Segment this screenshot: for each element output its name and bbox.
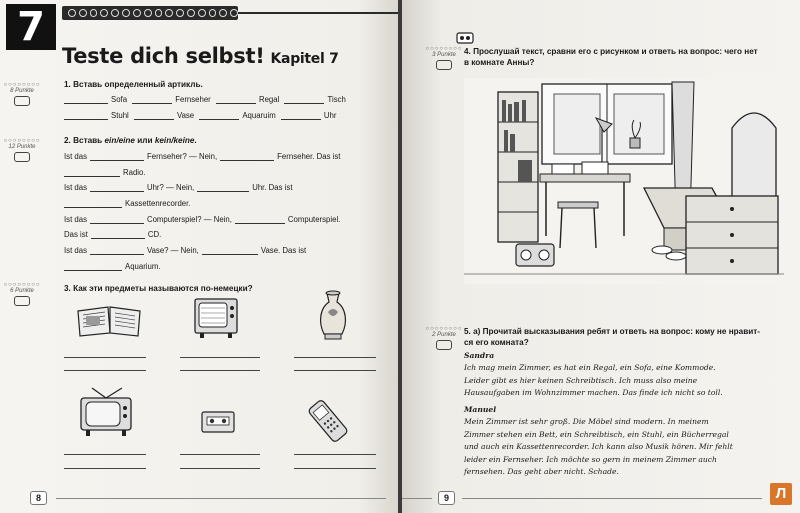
article-blank[interactable]: [216, 96, 256, 104]
score-box[interactable]: [436, 340, 452, 350]
answer-line[interactable]: [64, 454, 146, 455]
answer-line[interactable]: [294, 454, 376, 455]
phone-icon: [306, 398, 350, 444]
task5-title: 5. а) Прочитай высказывания ребят и ответь на вопрос: кому не нравит- ся его комната?: [464, 327, 760, 347]
article-blank[interactable]: [64, 96, 108, 104]
answer-blank[interactable]: [197, 184, 249, 192]
speaker-name: Sandra: [464, 351, 495, 360]
title-text: Teste dich selbst!: [62, 44, 265, 68]
article-blank[interactable]: [199, 112, 239, 120]
answer-line[interactable]: [180, 454, 260, 455]
answer-blank[interactable]: [64, 200, 122, 208]
score-box[interactable]: [14, 296, 30, 306]
header-rule: [238, 12, 398, 14]
points-label: 2 Punkte: [432, 332, 456, 338]
points-label: 3 Punkte: [432, 52, 456, 58]
answer-line[interactable]: [294, 468, 376, 469]
task2-line: Radio.: [64, 168, 146, 177]
answer-blank[interactable]: [202, 247, 258, 255]
answer-blank[interactable]: [90, 153, 144, 161]
task2-line: Ist das Fernseher? — Nein, Fernseher. Das ist: [64, 152, 341, 161]
task1-row1: Sofa Fernseher Regal Tisch: [64, 95, 346, 104]
footer-rule: [56, 498, 386, 499]
room-illustration: [464, 78, 784, 284]
task2-line: Kassettenrecorder.: [64, 199, 190, 208]
audio-cassette-icon: [456, 32, 474, 44]
article-blank[interactable]: [132, 96, 172, 104]
answer-blank[interactable]: [90, 184, 144, 192]
answer-line[interactable]: [180, 357, 260, 358]
task3-title: 3. Как эти предметы называются по-немецки?: [64, 284, 253, 293]
vase-icon: [316, 290, 350, 342]
points-marker-task1: ○○○○○○○○ 8 Punkte: [2, 82, 42, 106]
chapter-progress-strip: [62, 6, 238, 20]
points-marker-task4: ○○○○○○○○ 3 Punkte: [424, 46, 464, 70]
speaker-name: Manuel: [464, 405, 497, 414]
title-chapter: Kapitel 7: [270, 51, 339, 67]
cassette-icon: [200, 410, 236, 434]
answer-blank[interactable]: [91, 231, 145, 239]
points-label: 12 Punkte: [8, 144, 36, 150]
page-title: [62, 44, 339, 68]
tv-icon: [192, 296, 240, 340]
task2-line: Aquarium.: [64, 262, 161, 271]
article-blank[interactable]: [134, 112, 174, 120]
answer-line[interactable]: [294, 370, 376, 371]
points-label: 6 Punkte: [10, 288, 34, 294]
book-icon: [74, 303, 146, 339]
page-number: 9: [438, 491, 455, 505]
publisher-logo: Л: [770, 483, 792, 505]
answer-line[interactable]: [180, 370, 260, 371]
footer-rule: [462, 498, 762, 499]
answer-blank[interactable]: [64, 169, 120, 177]
task2-line: Ist das Computerspiel? — Nein, Computerspiel.: [64, 215, 341, 224]
answer-blank[interactable]: [90, 247, 144, 255]
task4-title: 4. Прослушай текст, сравни его с рисунком и ответь на вопрос: чего нет в комнате Анны?: [464, 47, 758, 67]
points-marker-task5: ○○○○○○○○ 2 Punkte: [424, 326, 464, 350]
points-label: 8 Punkte: [10, 88, 34, 94]
right-page: [402, 0, 800, 513]
tv-antenna-icon: [78, 386, 134, 438]
answer-blank[interactable]: [64, 263, 122, 271]
answer-line[interactable]: [64, 370, 146, 371]
score-box[interactable]: [436, 60, 452, 70]
task2-line: Ist das Uhr? — Nein, Uhr. Das ist: [64, 183, 293, 192]
answer-line[interactable]: [64, 468, 146, 469]
article-blank[interactable]: [64, 112, 108, 120]
answer-blank[interactable]: [90, 216, 144, 224]
answer-blank[interactable]: [235, 216, 285, 224]
article-blank[interactable]: [281, 112, 321, 120]
task2-line: Das ist CD.: [64, 230, 162, 239]
answer-line[interactable]: [64, 357, 146, 358]
page-number: 8: [30, 491, 47, 505]
article-blank[interactable]: [284, 96, 324, 104]
chapter-number-badge: 7: [6, 4, 56, 50]
speaker-block-manuel: Manuel Mein Zimmer ist sehr groß. Die Möbel sind modern. In meinem Zimmer stehen ein Bett, ein Schreibtisch, ein Stuhl, ein Bücherregal und auch ein Kassettenrecorder. Ich kann also Musik hören. Mir fehlt leider ein Fernseher. Ich möchte so gern in meinem Zimmer auch fernsehen. Das geht aber nicht. Schade.: [464, 405, 733, 477]
footer-rule: [402, 498, 432, 499]
task1-title: 1. Вставь определенный артикль.: [64, 80, 203, 89]
answer-blank[interactable]: [220, 153, 274, 161]
points-marker-task2: ○○○○○○○○ 12 Punkte: [2, 138, 42, 162]
answer-line[interactable]: [180, 468, 260, 469]
score-box[interactable]: [14, 152, 30, 162]
task2-title: 2. Вставь ein/eine или kein/keine.: [64, 136, 197, 145]
score-box[interactable]: [14, 96, 30, 106]
answer-line[interactable]: [294, 357, 376, 358]
task1-row2: Stuhl Vase Aquaruim Uhr: [64, 111, 336, 120]
speaker-block-sandra: Sandra Ich mag mein Zimmer, es hat ein Regal, ein Sofa, eine Kommode. Leider gibt es hier keinen Schreibtisch. Ich muss also meine Hausaufgaben im Wohnzimmer machen. Das finde ich nicht so toll.: [464, 351, 723, 398]
left-page: [0, 0, 398, 513]
task2-line: Ist das Vase? — Nein, Vase. Das ist: [64, 246, 307, 255]
points-marker-task3: ○○○○○○○○ 6 Punkte: [2, 282, 42, 306]
